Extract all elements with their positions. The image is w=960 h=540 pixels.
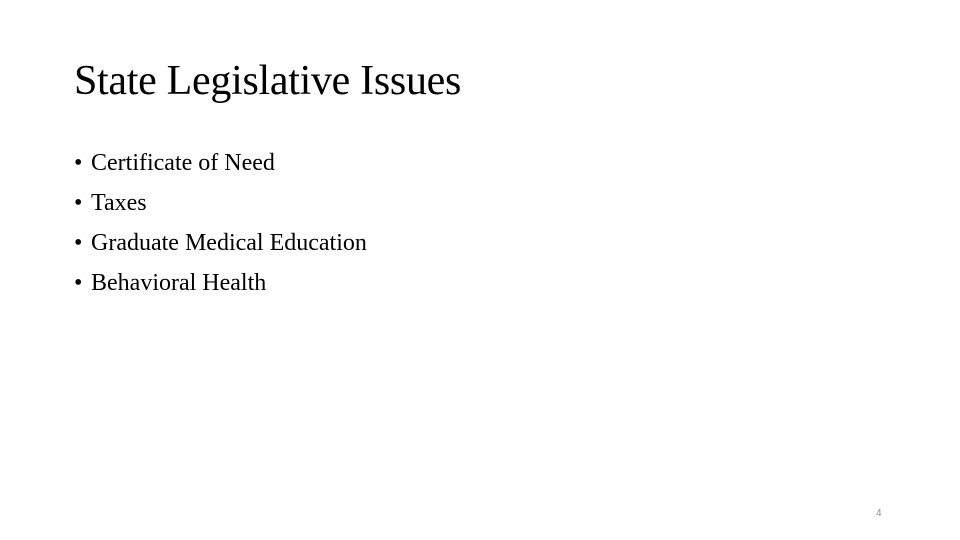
bullet-list <box>74 143 367 303</box>
page-number: 4 <box>876 508 882 519</box>
bullet-icon: • <box>74 270 83 296</box>
bullet-text: Graduate Medical Education <box>91 230 367 256</box>
bullet-item-certificate-of-need <box>74 143 367 183</box>
bullet-icon: • <box>74 230 83 256</box>
bullet-item-graduate-medical-education <box>74 223 367 263</box>
bullet-text: Behavioral Health <box>91 270 267 296</box>
bullet-item-taxes <box>74 183 367 223</box>
bullet-icon: • <box>74 150 83 176</box>
bullet-item-behavioral-health <box>74 263 367 303</box>
slide-title: State Legislative Issues <box>74 58 462 104</box>
bullet-icon: • <box>74 190 83 216</box>
bullet-text: Taxes <box>91 190 147 216</box>
bullet-text: Certificate of Need <box>91 150 275 176</box>
